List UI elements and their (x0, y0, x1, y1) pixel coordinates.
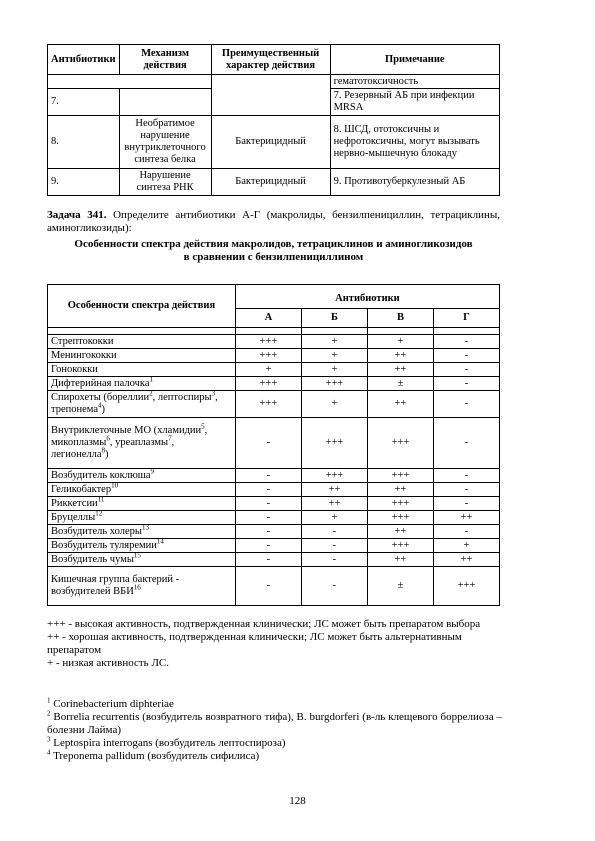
spectrum-table-body (48, 335, 500, 606)
heading-line-1: Особенности спектра действия макролидов, тетрациклинов и аминогликозидов (74, 238, 473, 250)
organism-name: Кишечная группа бактерий - возбудителей ВБИ$^{16}$ (48, 567, 236, 606)
activity-value: - (235, 539, 301, 553)
antibiotics-header: Антибиотики (235, 285, 499, 309)
task-text: Определите антибиотики А-Г (макролиды, бензилпенициллин, тетрациклины, аминогликозиды): (47, 209, 500, 234)
activity-value: - (235, 567, 301, 606)
table-row (48, 377, 500, 391)
activity-value: + (301, 363, 367, 377)
note-cell: 9. Противотуберкулезный АБ (330, 169, 499, 196)
table-row (48, 525, 500, 539)
organism-name: Гонококки (48, 363, 236, 377)
blank-cell (48, 328, 236, 335)
organism-name: Спирохеты (бореллии$^2$, лептоспиры$^3$, трепонема$^4$) (48, 391, 236, 418)
activity-value: - (235, 525, 301, 539)
activity-value: - (235, 418, 301, 469)
column-a: А (235, 309, 301, 328)
column-v: В (367, 309, 433, 328)
activity-value: +++ (433, 567, 499, 606)
activity-value: + (301, 349, 367, 363)
table-row (48, 539, 500, 553)
header-mechanism: Механизм действия (119, 45, 211, 75)
activity-value: - (433, 525, 499, 539)
table-row (48, 497, 500, 511)
legend-item: + - низкая активность ЛС. (47, 657, 169, 669)
activity-value: - (235, 553, 301, 567)
activity-value: ++ (367, 363, 433, 377)
column-g: Г (433, 309, 499, 328)
organism-name: Риккетсии$^{11}$ (48, 497, 236, 511)
spectrum-table (47, 284, 500, 606)
activity-value: - (301, 553, 367, 567)
activity-value: - (433, 483, 499, 497)
organism-name: Возбудитель коклюша$^9$ (48, 469, 236, 483)
footnote: $^1$ Corinebacterium diphteriae (47, 696, 174, 710)
blank-cell (235, 328, 301, 335)
top-table-header-row (48, 45, 500, 75)
heading-line-2: в сравнении с бензилпенициллином (183, 251, 364, 263)
organism-name: Стрептококки (48, 335, 236, 349)
activity-value: + (235, 363, 301, 377)
table-row (48, 511, 500, 525)
spectrum-header-row (48, 285, 500, 309)
footnote: $^4$ Treponema pallidum (возбудитель сифилиса) (47, 748, 260, 762)
character-cell: Бактерицидный (211, 169, 330, 196)
organism-name: Бруцеллы$^{12}$ (48, 511, 236, 525)
activity-value: ++ (367, 391, 433, 418)
activity-value: +++ (301, 469, 367, 483)
column-b: Б (301, 309, 367, 328)
activity-value: +++ (367, 469, 433, 483)
row-number: 8. (48, 116, 120, 169)
mechanism-cell (119, 89, 211, 116)
note-cell: 8. ШСД, ототоксичны и нефротоксичны, могут вызывать нервно-мышечную блокаду (330, 116, 499, 169)
activity-value: - (235, 483, 301, 497)
activity-value: - (235, 497, 301, 511)
organism-name: Менингококки (48, 349, 236, 363)
task-label: Задача 341. (47, 209, 107, 221)
activity-value: ++ (367, 553, 433, 567)
activity-value: ± (367, 377, 433, 391)
activity-value: - (433, 363, 499, 377)
blank-cell (367, 328, 433, 335)
blank-cell (433, 328, 499, 335)
activity-value: +++ (301, 418, 367, 469)
activity-value: +++ (235, 349, 301, 363)
activity-value: ++ (367, 349, 433, 363)
legend-item: +++ - высокая активность, подтвержденная клинически; ЛС может быть препаратом выбора (47, 618, 481, 630)
activity-value: + (301, 511, 367, 525)
activity-value: - (235, 469, 301, 483)
header-character: Преимущественный характер действия (211, 45, 330, 75)
activity-value: ++ (433, 511, 499, 525)
header-antibiotics: Антибиотики (48, 45, 120, 75)
note-cell: 7. Резервный АБ при инфекции MRSA (330, 89, 499, 116)
organism-name: Дифтерийная палочка$^1$ (48, 377, 236, 391)
activity-value: - (433, 377, 499, 391)
activity-value: + (301, 391, 367, 418)
footnote: $^3$ Leptospira interrogans (возбудитель лептоспироза) (47, 735, 286, 749)
table-row (48, 418, 500, 469)
feature-header: Особенности спектра действия (48, 285, 236, 328)
organism-name: Возбудитель туляремии$^{14}$ (48, 539, 236, 553)
activity-value: - (301, 525, 367, 539)
note-cell: гематотоксичность (330, 75, 499, 89)
character-cell: Бактерицидный (211, 116, 330, 169)
organism-name: Внутриклеточные МО (хламидии$^5$, микоплазмы$^6$, уреаплазмы$^7$, легионелла$^8$) (48, 418, 236, 469)
table-row (48, 116, 500, 169)
activity-value: - (433, 349, 499, 363)
page-number: 128 (289, 795, 306, 807)
activity-value: ++ (433, 553, 499, 567)
header-note: Примечание (330, 45, 499, 75)
activity-value: ++ (301, 483, 367, 497)
activity-value: +++ (235, 335, 301, 349)
activity-value: +++ (235, 391, 301, 418)
activity-value: - (433, 335, 499, 349)
top-table (47, 44, 500, 196)
table-row (48, 567, 500, 606)
activity-value: +++ (367, 511, 433, 525)
organism-name: Геликобактер$^{10}$ (48, 483, 236, 497)
table-row (48, 363, 500, 377)
legend (47, 618, 502, 670)
table-row (48, 75, 500, 89)
legend-item: ++ - хорошая активность, подтвержденная клинически; ЛС может быть альтернативным препаратом (47, 631, 462, 656)
table-row (48, 335, 500, 349)
organism-name: Возбудитель холеры$^{13}$ (48, 525, 236, 539)
activity-value: - (235, 511, 301, 525)
activity-value: - (433, 391, 499, 418)
activity-value: +++ (235, 377, 301, 391)
spacer-row (48, 328, 500, 335)
activity-value: - (301, 539, 367, 553)
blank-cell (211, 75, 330, 116)
row-number: 9. (48, 169, 120, 196)
activity-value: - (433, 497, 499, 511)
blank-cell (48, 75, 212, 89)
table-heading (47, 238, 500, 264)
row-number: 7. (48, 89, 120, 116)
footnotes (47, 698, 502, 763)
activity-value: - (433, 469, 499, 483)
activity-value: - (301, 567, 367, 606)
organism-name: Возбудитель чумы$^{15}$ (48, 553, 236, 567)
activity-value: + (301, 335, 367, 349)
table-row (48, 169, 500, 196)
activity-value: ± (367, 567, 433, 606)
activity-value: ++ (367, 525, 433, 539)
activity-value: +++ (367, 539, 433, 553)
blank-cell (301, 328, 367, 335)
task-341 (47, 209, 500, 235)
table-row (48, 553, 500, 567)
activity-value: +++ (367, 497, 433, 511)
table-row (48, 391, 500, 418)
mechanism-cell: Нарушение синтеза РНК (119, 169, 211, 196)
table-row (48, 483, 500, 497)
activity-value: + (433, 539, 499, 553)
activity-value: + (367, 335, 433, 349)
footnote: $^2$ Borrelia recurrentis (возбудитель возвратного тифа), B. burgdorferi (в-ль клещевого боррелиоза – болезни Лайма) (47, 709, 503, 736)
activity-value: ++ (367, 483, 433, 497)
activity-value: ++ (301, 497, 367, 511)
table-row (48, 349, 500, 363)
activity-value: - (433, 418, 499, 469)
activity-value: +++ (301, 377, 367, 391)
mechanism-cell: Необратимое нарушение внутриклеточного синтеза белка (119, 116, 211, 169)
activity-value: +++ (367, 418, 433, 469)
